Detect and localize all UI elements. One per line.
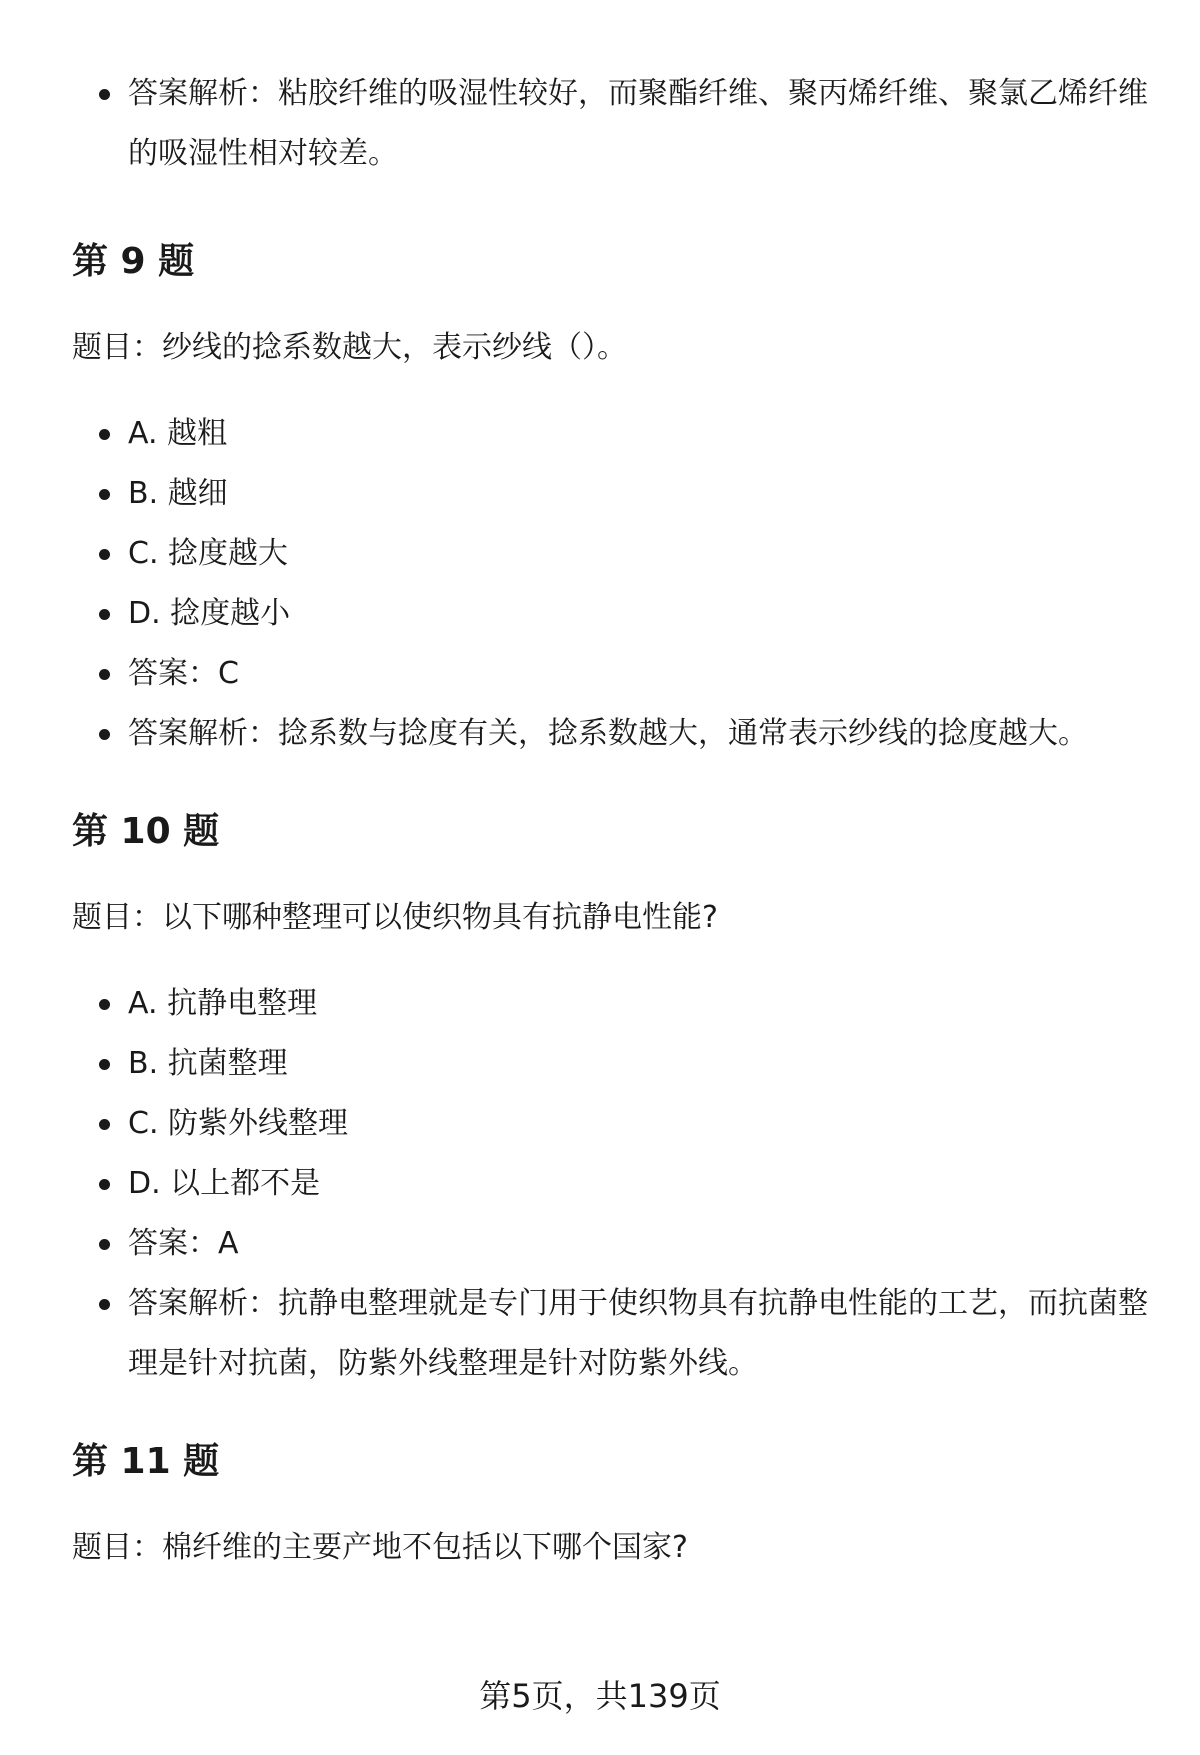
- q10-answer: 答案：A: [72, 1214, 1152, 1274]
- q9-options-list: [72, 404, 1152, 764]
- q10-option-a: A. 抗静电整理: [72, 974, 1152, 1034]
- q8-analysis: 答案解析：粘胶纤维的吸湿性较好，而聚酯纤维、聚丙烯纤维、聚氯乙烯纤维的吸湿性相对较差。: [72, 64, 1152, 184]
- document-content: [72, 64, 1152, 1572]
- q8-list: [72, 64, 1152, 184]
- q10-option-b: B. 抗菌整理: [72, 1034, 1152, 1094]
- q10-option-d: D. 以上都不是: [72, 1154, 1152, 1214]
- q9-option-d: D. 捻度越小: [72, 584, 1152, 644]
- q10-options-list: [72, 974, 1152, 1394]
- q11-title: 第 11 题: [72, 1441, 220, 1482]
- q9-option-c: C. 捻度越大: [72, 524, 1152, 584]
- q9-answer: 答案：C: [72, 644, 1152, 704]
- q10-analysis: 答案解析：抗静电整理就是专门用于使织物具有抗静电性能的工艺，而抗菌整理是针对抗菌，防紫外线整理是针对防紫外线。: [72, 1274, 1152, 1394]
- q9-option-a: A. 越粗: [72, 404, 1152, 464]
- q9-question: 题目：纱线的捻系数越大，表示纱线（）。: [72, 330, 627, 365]
- q10-option-c: C. 防紫外线整理: [72, 1094, 1152, 1154]
- q9-option-b: B. 越细: [72, 464, 1152, 524]
- q9-analysis: 答案解析：捻系数与捻度有关，捻系数越大，通常表示纱线的捻度越大。: [72, 704, 1152, 764]
- q10-title: 第 10 题: [72, 811, 220, 852]
- q9-title: 第 9 题: [72, 241, 195, 282]
- q10-question: 题目：以下哪种整理可以使织物具有抗静电性能?: [72, 900, 718, 935]
- q11-question: 题目：棉纤维的主要产地不包括以下哪个国家?: [72, 1530, 688, 1565]
- page-number-footer: 第5页，共139页: [479, 1677, 721, 1715]
